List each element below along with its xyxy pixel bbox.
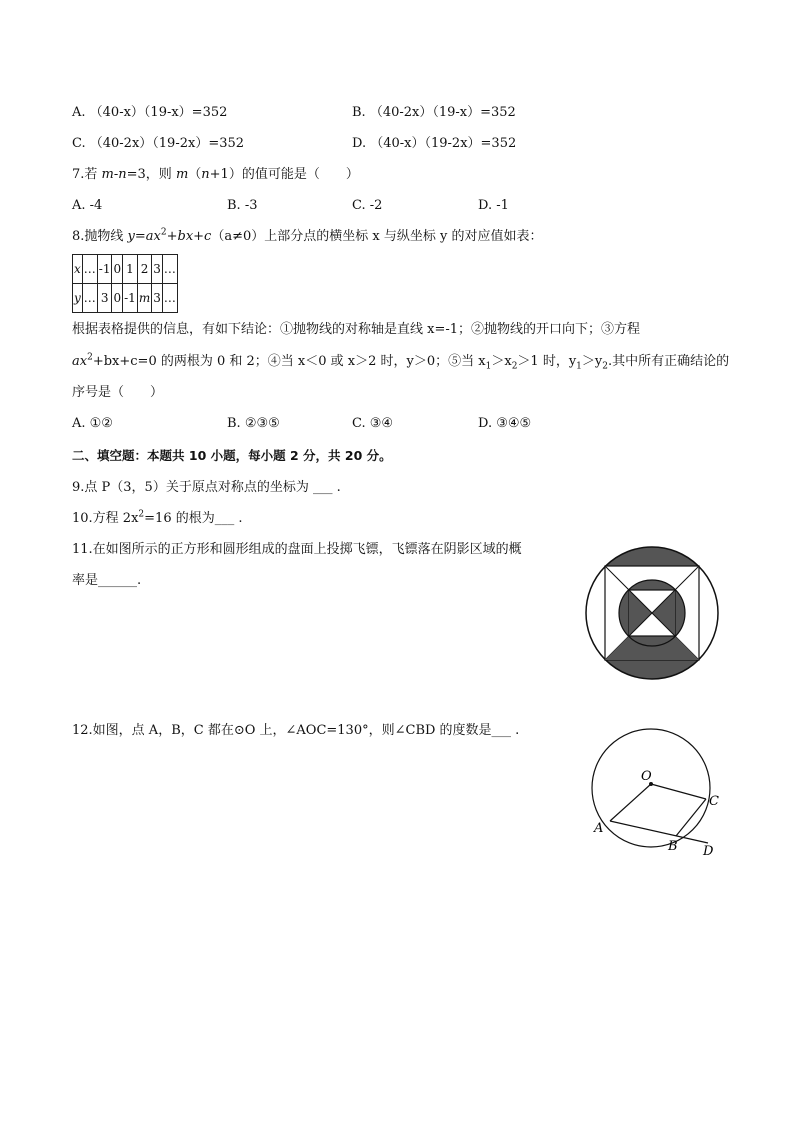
table-row [73,255,178,284]
label-b: B [668,839,678,854]
section-heading: 二、填空题：本题共 10 小题，每小题 2 分，共 20 分。 [72,448,392,463]
q7-option-c: C. -2 [352,198,383,213]
circle-geometry-figure [588,728,728,868]
q8-option-c: C. ③④ [352,416,394,431]
label-c: C [709,794,719,809]
table-row [73,284,178,313]
q6-option-a: A. （40-x）（19-x）=352 [72,105,228,120]
table-cell: 2 [137,255,151,284]
dartboard-figure [582,543,722,683]
table-cell: 0 [112,255,123,284]
table-cell: x [73,255,83,284]
table-cell: … [82,255,97,284]
q8-option-a: A. ①② [72,416,113,431]
table-cell: 3 [152,255,163,284]
table-cell: m [137,284,151,313]
table-cell: -1 [123,284,138,313]
q8-conclusion-line1: 根据表格提供的信息，有如下结论：①抛物线的对称轴是直线 x=-1；②抛物线的开口向下；③方程 [72,322,641,337]
table-cell: 1 [123,255,138,284]
q7-option-a: A. -4 [72,198,103,213]
table-cell: 0 [112,284,123,313]
q11-stem-line1: 11.在如图所示的正方形和圆形组成的盘面上投掷飞镖，飞镖落在阴影区域的概 [72,542,522,557]
q7-option-b: B. -3 [227,198,258,213]
circle-o [592,729,710,847]
q8-stem: 8.抛物线 $y=ax^2+bx+c(a\ne 0)$上部分点的横坐标 x 与纵坐标 y 的对应值如表： [72,227,543,244]
q8-conclusion-line3: 序号是（ ） [72,385,164,400]
label-a: A [594,821,604,836]
q9-stem: 9.点 P（3，5）关于原点对称点的坐标为 ___ . [72,480,341,495]
q6-option-c: C. （40-2x）（19-2x）=352 [72,136,245,151]
q8-option-d: D. ③④⑤ [478,416,532,431]
q7-option-d: D. -1 [478,198,509,213]
q6-option-d: D. （40-x）（19-2x）=352 [352,136,517,151]
q8-option-b: B. ②③⑤ [227,416,280,431]
q11-stem-line2: 率是______. [72,573,142,588]
q8-conclusion-line2: $ax^2+bx+c=0$ 的两根为 0 和 2；④当 x＜0 或 x＞2 时，y＞0；⑤当 $x_1>x_2>1$ 时，$y_1>y_2$.其中所有正确结论的 [72,352,730,372]
table-cell: … [82,284,97,313]
q7-stem: 7.若 m-n=3，则 m（n+1）的值可能是（ ） [72,167,359,182]
q12-stem: 12.如图，点 A，B，C 都在⊙O 上，∠AOC=130°，则∠CBD 的度数是___ . [72,723,520,738]
table-cell: 3 [97,284,112,313]
q6-option-b: B. （40-2x）（19-x）=352 [352,105,516,120]
table-cell: -1 [97,255,112,284]
value-table [72,254,178,313]
table-cell: … [162,255,177,284]
q10-stem: 10.方程 $2x^2=16$ 的根为___ . [72,509,243,526]
label-o: O [641,769,652,784]
table-cell: … [162,284,177,313]
label-d: D [703,844,714,859]
table-cell: 3 [152,284,163,313]
table-cell: y [73,284,83,313]
